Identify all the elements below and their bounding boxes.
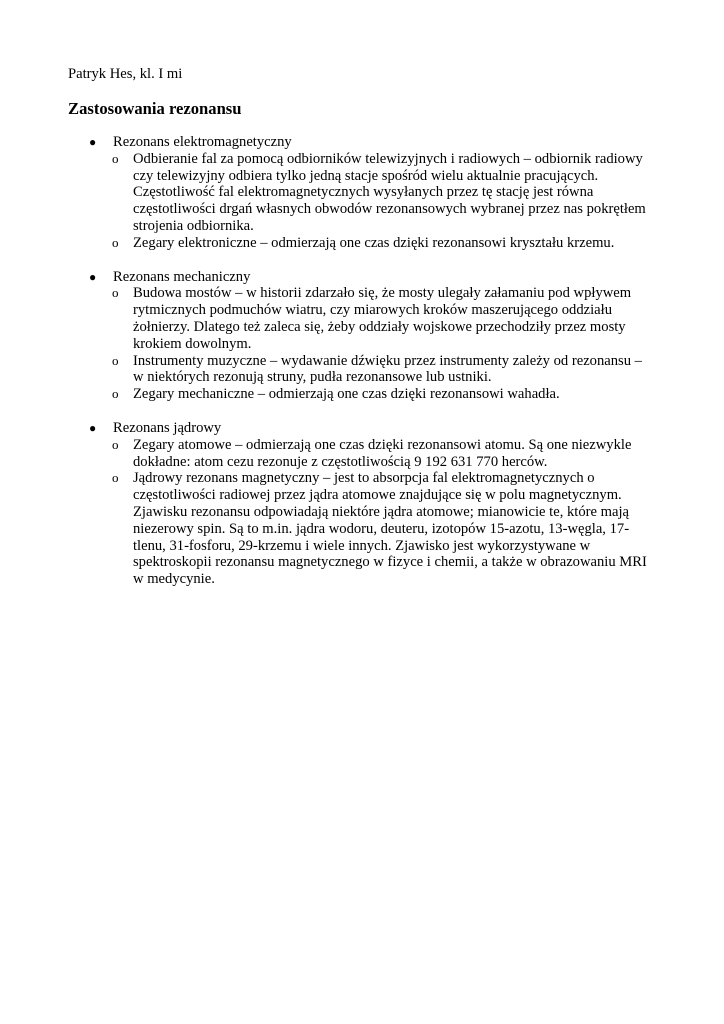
sub-list: [68, 437, 658, 588]
section-heading-text: Rezonans mechaniczny: [113, 268, 251, 285]
circle-bullet-icon: o: [112, 436, 119, 452]
list-item-text: Zegary elektroniczne – odmierzają one czas dzięki rezonansowi kryształu krzemu.: [133, 234, 615, 251]
section-heading: [68, 134, 658, 151]
bullet-icon: ●: [89, 269, 97, 284]
list-item-text: Jądrowy rezonans magnetyczny – jest to absorpcja fal elektromagnetycznych o częstotliwości radiowej przez jądra atomowe znajdujące się w polu magnetycznym. Zjawisku rezonansu odpowiadają niektóre jądra atomowe; mianowicie te, które mają niezerowy spin. Są to m.in. jądra wodoru, deuteru, izotopów 15-azotu, 13-węgla, 17-tlenu, 31-fosforu, 29-krzemu i wiele innych. Zjawisko jest wykorzystywane w spektroskopii rezonansu magnetycznego w fizyce i chemii, a także w obrazowaniu MRI w medycynie.: [133, 470, 647, 588]
list-item-text: Zegary atomowe – odmierzają one czas dzięki rezonansowi atomu. Są one niezwykle dokładne: atom cezu rezonuje z częstotliwością 9 192 631 770 herców.: [133, 436, 632, 470]
circle-bullet-icon: o: [112, 470, 119, 486]
circle-bullet-icon: o: [112, 386, 119, 402]
section-mechanical: [68, 269, 658, 403]
bullet-icon: ●: [89, 135, 97, 149]
circle-bullet-icon: o: [112, 352, 119, 368]
document-page: [68, 66, 658, 605]
list-item-text: Budowa mostów – w historii zdarzało się, że mosty ulegały załamaniu pod wpływem rytmicznych podmuchów wiatru, czy miarowych kroków maszerującego oddziału żołnierzy. Dlatego też zaleca się, żeby oddziały wojskowe przechodziły przez mosty krokiem dowolnym.: [133, 285, 632, 352]
section-heading-text: Rezonans jądrowy: [113, 419, 222, 436]
list-item-text: Zegary mechaniczne – odmierzają one czas dzięki rezonansowi wahadła.: [133, 386, 560, 403]
section-nuclear: [68, 420, 658, 588]
list-item-text: Odbieranie fal za pomocą odbiorników telewizyjnych i radiowych – odbiornik radiowy czy telewizyjny odbiera tylko jedną stacje spośród wielu aktualnie pracujących. Częstotliwość fal elektromagnetycznych wysyłanych przez tę stację jest równa częstotliwości drgań własnych obwodów rezonansowych wybranej przez nas pokrętłem strojenia odbiornika.: [133, 150, 646, 234]
bullet-icon: ●: [89, 420, 97, 435]
circle-bullet-icon: o: [112, 285, 119, 301]
sub-list: [68, 151, 658, 252]
list-item: [68, 235, 658, 252]
section-heading: [68, 420, 658, 437]
list-item: [68, 437, 658, 471]
section-electromagnetic: [68, 134, 658, 252]
list-item: [68, 353, 658, 387]
author-line: Patryk Hes, kl. I mi: [68, 66, 183, 82]
circle-bullet-icon: o: [112, 150, 119, 166]
list-item: [68, 470, 658, 588]
list-item: [68, 386, 658, 403]
sub-list: [68, 285, 658, 403]
list-item: [68, 151, 658, 235]
list-item-text: Instrumenty muzyczne – wydawanie dźwięku przez instrumenty zależy od rezonansu – w niektórych rezonują struny, pudła rezonansowe lub ustniki.: [133, 352, 642, 386]
document-title: Zastosowania rezonansu: [68, 99, 242, 118]
section-heading: [68, 269, 658, 286]
list-item: [68, 285, 658, 352]
section-heading-text: Rezonans elektromagnetyczny: [113, 134, 292, 150]
circle-bullet-icon: o: [112, 234, 119, 250]
